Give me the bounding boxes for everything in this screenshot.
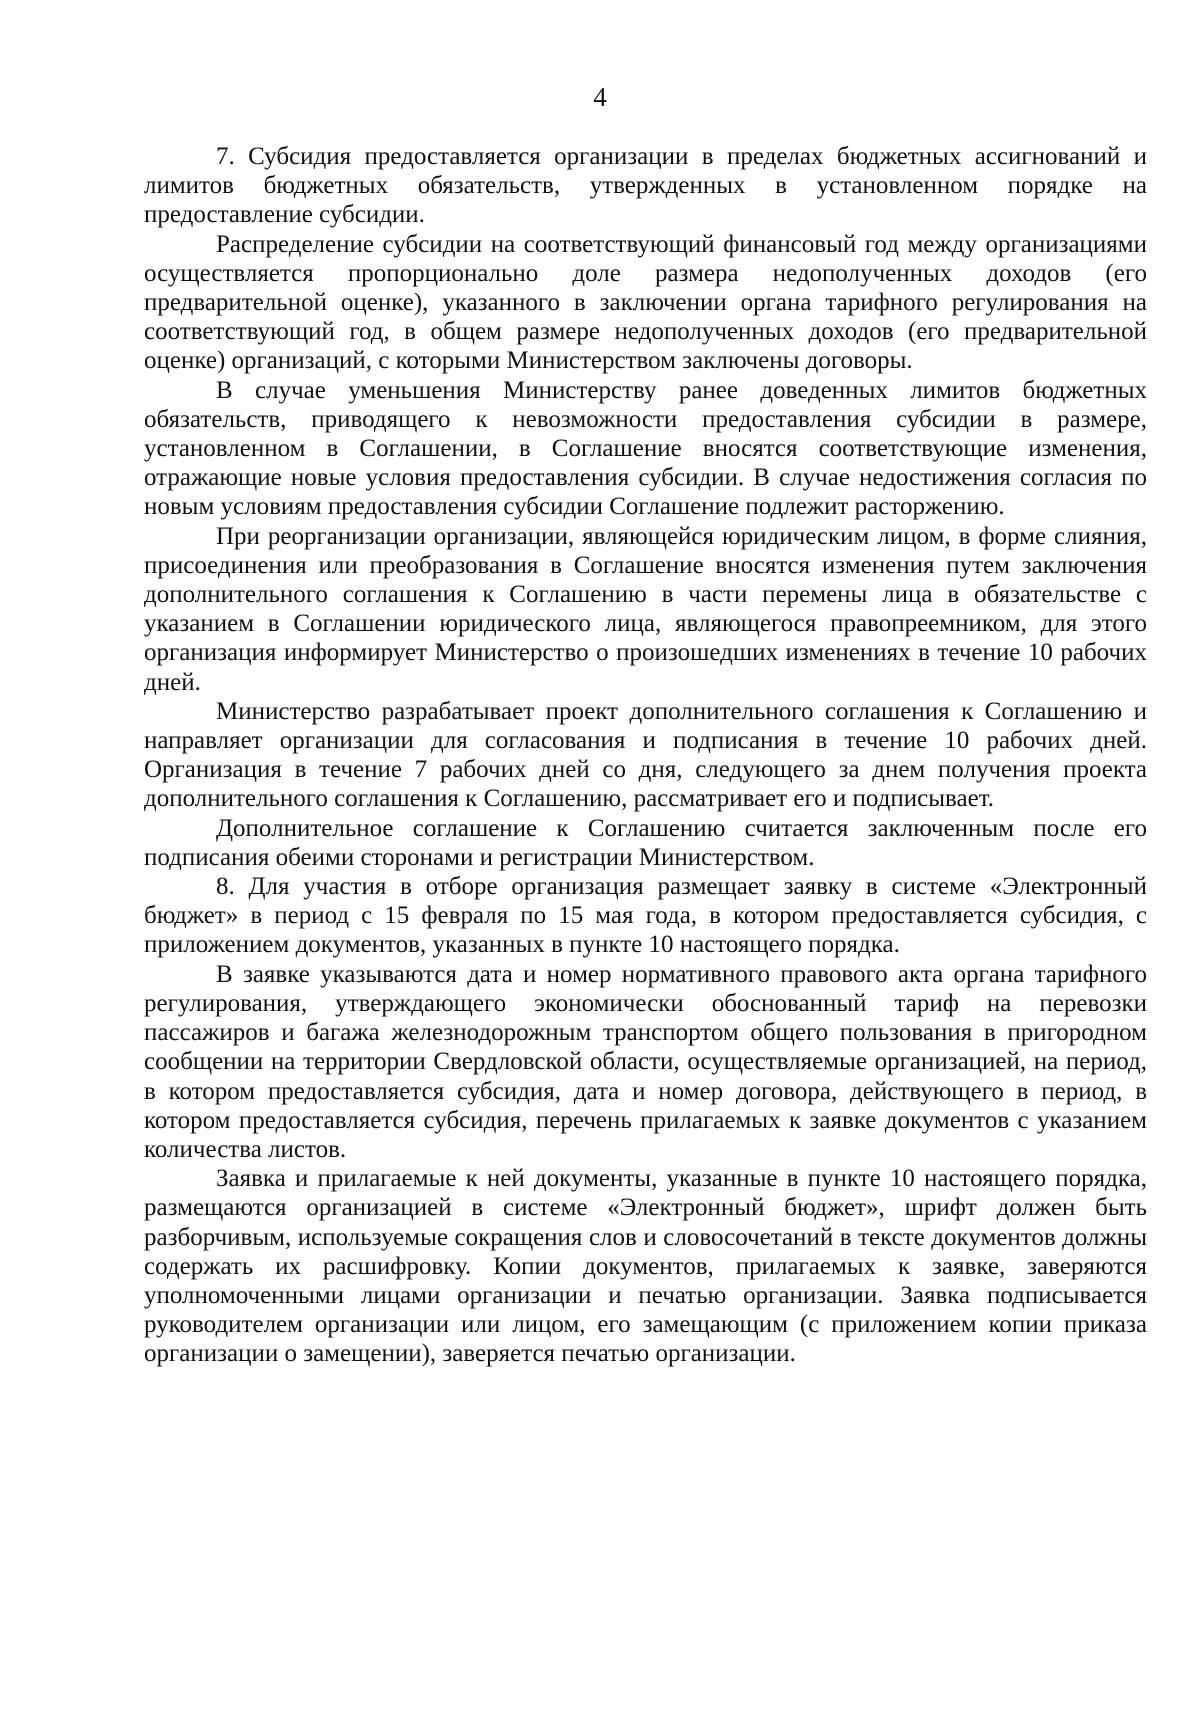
page-number: 4 — [593, 82, 607, 112]
paragraph-application-contents: В заявке указываются дата и номер нормативного правового акта органа тарифного регулирования, утверждающего экономически обоснованный тариф на перевозки пассажиров и багажа железнодорожным транспортом общего пользования в пригородном сообщении на территории Свердловской области, осуществляемые организацией, на период, в котором предоставляется субсидия, дата и номер договора, действующего в период, в котором предоставляется субсидия, перечень прилагаемых к заявке документов с указанием количества листов. — [144, 960, 1147, 1163]
paragraph-additional-agreement-concluded: Дополнительное соглашение к Соглашению считается заключенным после его подписания обеими сторонами и регистрации Министерством. — [144, 814, 1147, 871]
paragraph-limits-reduction: В случае уменьшения Министерству ранее доведенных лимитов бюджетных обязательств, приводящего к невозможности предоставления субсидии в размере, установленном в Соглашении, в Соглашение вносятся соответствующие изменения, отражающие новые условия предоставления субсидии. В случае недостижения согласия по новым условиям предоставления субсидии Соглашение подлежит расторжению. — [144, 376, 1147, 521]
paragraph-8-application-submission: 8. Для участия в отборе организация размещает заявку в системе «Электронный бюджет» в период с 15 февраля по 15 мая года, в котором предоставляется субсидия, с приложением документов, указанных в пункте 10 настоящего порядка. — [144, 873, 1147, 959]
paragraph-application-documents: Заявка и прилагаемые к ней документы, указанные в пункте 10 настоящего порядка, размещаются организацией в системе «Электронный бюджет», шрифт должен быть разборчивым, используемые сокращения слов и словосочетаний в тексте документов должны содержать их расшифровку. Копии документов, прилагаемых к заявке, заверяются уполномоченными лицами организации и печатью организации. Заявка подписывается руководителем организации или лицом, его замещающим (с приложением копии приказа организации о замещении), заверяется печатью организации. — [144, 1165, 1147, 1368]
paragraph-7-subsidy-limits: 7. Субсидия предоставляется организации в пределах бюджетных ассигнований и лимитов бюджетных обязательств, утвержденных в установленном порядке на предоставление субсидии. — [144, 143, 1147, 229]
paragraph-reorganization: При реорганизации организации, являющейся юридическим лицом, в форме слияния, присоединения или преобразования в Соглашение вносятся изменения путем заключения дополнительного соглашения к Соглашению в части перемены лица в обязательстве с указанием в Соглашении юридического лица, являющегося правопреемником, для этого организация информирует Министерство о произошедших изменениях в течение 10 рабочих дней. — [144, 522, 1147, 696]
paragraph-subsidy-distribution: Распределение субсидии на соответствующий финансовый год между организациями осуществляется пропорционально доле размера недополученных доходов (его предварительной оценке), указанного в заключении органа тарифного регулирования на соответствующий год, в общем размере недополученных доходов (его предварительной оценке) организаций, с которыми Министерством заключены договоры. — [144, 230, 1147, 375]
document-body — [144, 142, 1147, 1369]
paragraph-additional-agreement-draft: Министерство разрабатывает проект дополнительного соглашения к Соглашению и направляет организации для согласования и подписания в течение 10 рабочих дней. Организация в течение 7 рабочих дней со дня, следующего за днем получения проекта дополнительного соглашения к Соглашению, рассматривает его и подписывает. — [144, 697, 1147, 813]
